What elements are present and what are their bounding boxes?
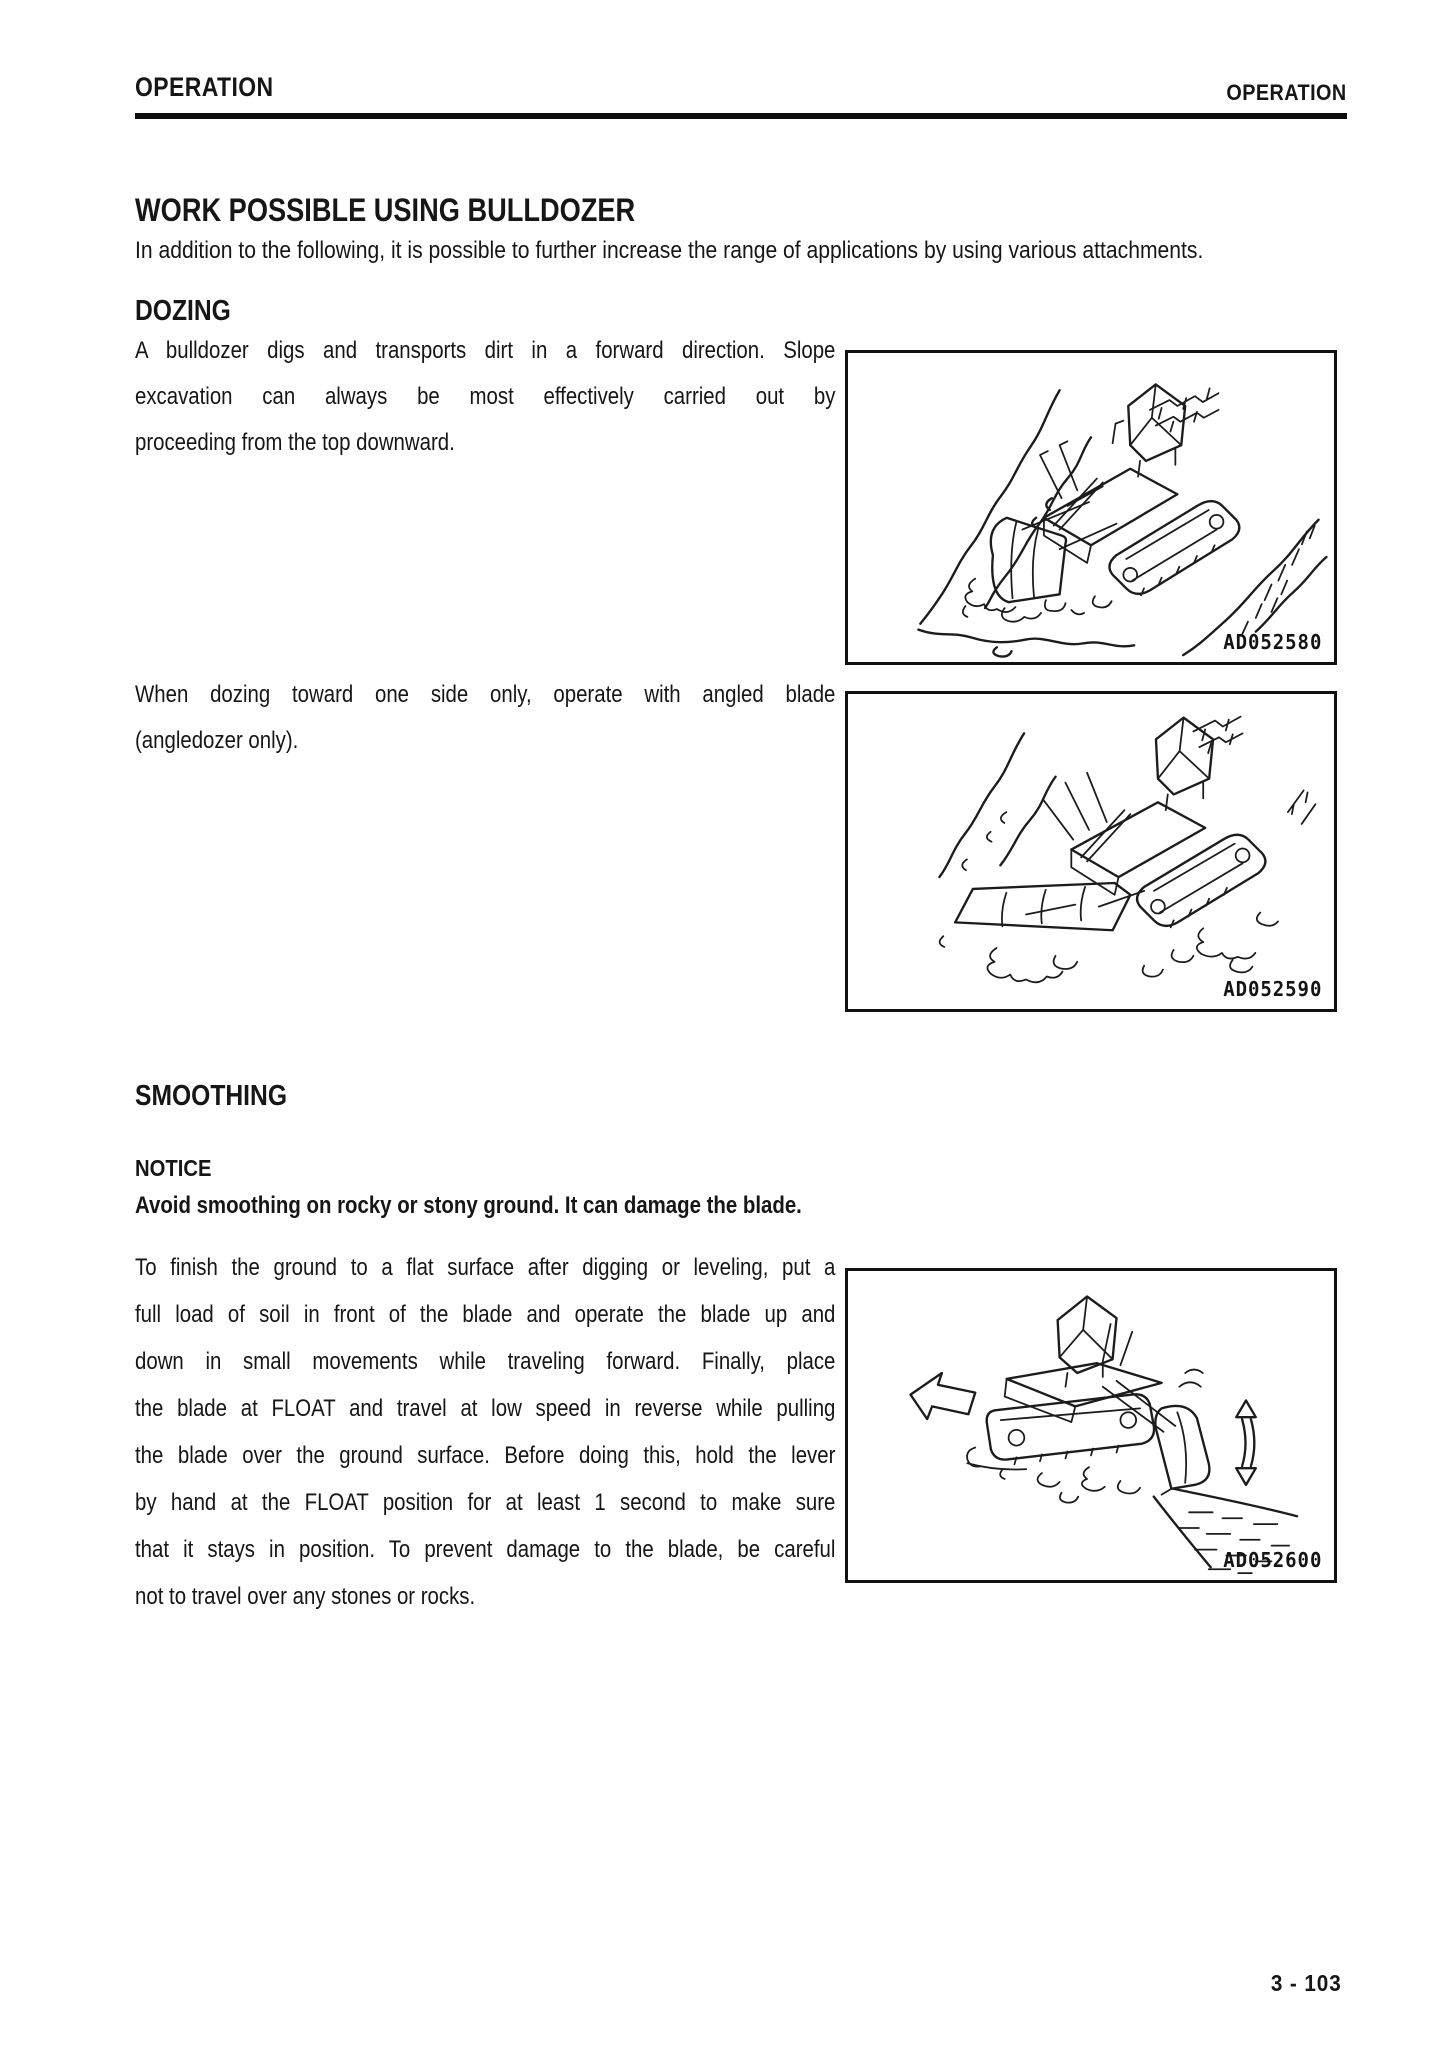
figure-dozing-angled-blade [845,691,1337,1012]
heading-smoothing: SMOOTHING [135,1080,288,1112]
slope-lines [920,390,1091,623]
text-line: To finish the ground to a flat surface after digging or leveling, put a [135,1254,836,1281]
bulldozer-slope-illustration [848,353,1334,662]
page-title: WORK POSSIBLE USING BULLDOZER [135,192,636,228]
text-line: A bulldozer digs and transports dirt in a forward direction. Slope [135,337,836,364]
bulldozer [955,718,1265,931]
text-line: full load of soil in front of the blade and operate the blade up and [135,1301,836,1328]
ground-line [918,630,1134,657]
windrow-ridges [1193,717,1315,824]
notice-label: NOTICE [135,1155,212,1181]
text-line: When dozing toward one side only, operate with angled blade [135,681,836,708]
text-line: the blade over the ground surface. Before doing this, hold the lever [135,1442,836,1469]
header-rule [135,113,1347,119]
text-line: (angledozer only). [135,727,299,754]
bulldozer-angled-blade-illustration [848,694,1334,1009]
figure-dozing-slope [845,350,1337,665]
intro-paragraph: In addition to the following, it is possible to further increase the range of applications by using various attachments. [135,237,1204,264]
header-running-title: OPERATION [1226,80,1347,105]
text-line: not to travel over any stones or rocks. [135,1583,476,1610]
bulldozer-smoothing-illustration [848,1271,1334,1580]
blade-vibration-marks [1179,1370,1203,1387]
figure-label: AD052600 [1222,1548,1322,1572]
text-line: excavation can always be most effectively carried out by [135,383,836,410]
page-number: 3 - 103 [1271,1970,1342,1996]
figure-label: AD052590 [1222,977,1322,1001]
soil-scribbles [963,579,1112,622]
notice-text: Avoid smoothing on rocky or stony ground. It can damage the blade. [135,1192,802,1219]
smoothing-paragraph [135,1244,835,1620]
figure-label: AD052580 [1222,630,1322,654]
text-line: the blade at FLOAT and travel at low speed in reverse while pulling [135,1395,836,1422]
figure-smoothing [845,1268,1337,1583]
blade-motion-arrow-icon [1236,1400,1256,1484]
text-line: proceeding from the top downward. [135,429,455,456]
heading-dozing: DOZING [135,295,231,327]
dozing-paragraph-1 [135,328,835,466]
travel-direction-arrow-icon [911,1373,976,1419]
slope-lines [939,733,1055,877]
text-line: that it stays in position. To prevent damage to the blade, be careful [135,1536,836,1563]
dozing-paragraph-2 [135,672,835,764]
text-line: by hand at the FLOAT position for at least 1 second to make sure [135,1489,836,1516]
header-section-title: OPERATION [135,72,274,102]
bulldozer [987,1297,1210,1495]
text-line: down in small movements while traveling forward. Finally, place [135,1348,836,1375]
